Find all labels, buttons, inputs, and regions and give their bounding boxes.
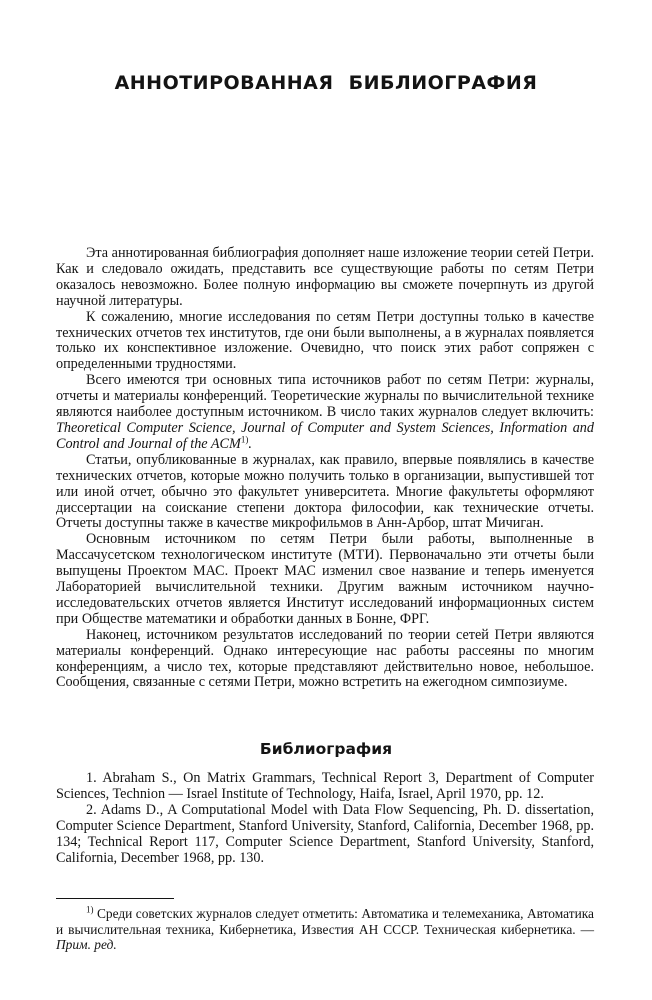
paragraph-intro: Эта аннотированная библиография дополняет наше изложение теории сетей Петри. Как и следовало ожидать, представить все существующие работы по сетям Петри оказалось невозможно. Более полную информацию вы сможете почерпнуть из другой научной литературы. xyxy=(56,245,594,309)
paragraph-source-types-text: Всего имеются три основных типа источников работ по сетям Петри: журналы, отчеты и материалы конференций. Теоретические журналы по вычислительной технике являются наиболее доступным источником. В число таких журналов следует включить: xyxy=(56,372,594,421)
paragraph-technical-reports: К сожалению, многие исследования по сетям Петри доступны только в качестве технических отчетов тех институтов, где они были выполнены, а в журналах появляется только их конспективное изложение. Очевидно, что поиск этих работ сопряжен с определенными трудностями. xyxy=(56,308,594,373)
footnote-mark: 1) xyxy=(86,904,94,915)
footnote-divider xyxy=(56,898,174,899)
paragraph-mit: Основным источником по сетям Петри были работы, выполненные в Массачусетском технологическом институте (МТИ). Первоначально эти отчеты были выпущены Проектом МАС. Проект МАС изменил свое название и теперь именуется Лабораторией вычислительной техники. Другим важным источником научно-исследовательских отчетов является Институт исследований информационных систем при Обществе математики и обработки данных в Бонне, ФРГ. xyxy=(56,531,594,627)
bibliography-heading: Библиография xyxy=(259,740,393,758)
footnote-reference: 1) xyxy=(240,434,249,445)
paragraph-source-types xyxy=(56,373,594,453)
editor-note: Прим. ред. xyxy=(56,937,117,953)
reference-item: 2. Adams D., A Computational Model with Data Flow Sequencing, Ph. D. dissertation, Computer Science Department, Stanford University, Stanford, California, December 1968, pp. 134; Technical Report 117, Computer Science Department, Stanford University, Stanford, California, December 1968, pp. 130. xyxy=(56,801,594,866)
footnote-text: Среди советских журналов следует отметить: Автоматика и телемеханика, Автоматика и вычислительная техника, Кибернетика, Известия АН СССР. Техническая кибернетика. — xyxy=(56,906,594,937)
paragraph-conferences: Наконец, источником результатов исследований по теории сетей Петри являются материалы конференций. Однако интересующие нас работы рассеяны по многим конференциям, а число тех, которые представляют действительно новое, небольшое. Сообщения, связанные с сетями Петри, можно встретить на ежегодном симпозиуме. xyxy=(56,626,594,691)
journal-list: Theoretical Computer Science, Journal of Computer and System Sciences, Information and Control and Journal of the ACM xyxy=(56,419,594,452)
reference-list xyxy=(56,771,594,866)
footnote xyxy=(56,906,594,953)
paragraph-journal-articles: Статьи, опубликованные в журналах, как правило, впервые появлялись в качестве технических отчетов, которые можно получить только в организации, выпустившей тот или иной отчет, обычно это факультет университета. Многие факультеты оформляют диссертации на соискание степени доктора философии, как технические отчеты. Отчеты доступны также в качестве микрофильмов в Анн-Арбор, штат Мичиган. xyxy=(56,451,594,532)
page-title: АННОТИРОВАННАЯ БИБЛИОГРАФИЯ xyxy=(114,72,538,94)
body-text xyxy=(56,246,594,691)
journal-list-end: . xyxy=(248,435,252,452)
reference-item: 1. Abraham S., On Matrix Grammars, Technical Report 3, Department of Computer Sciences, Technion — Israel Institute of Technology, Haifa, Israel, April 1970, pp. 12. xyxy=(56,770,594,802)
